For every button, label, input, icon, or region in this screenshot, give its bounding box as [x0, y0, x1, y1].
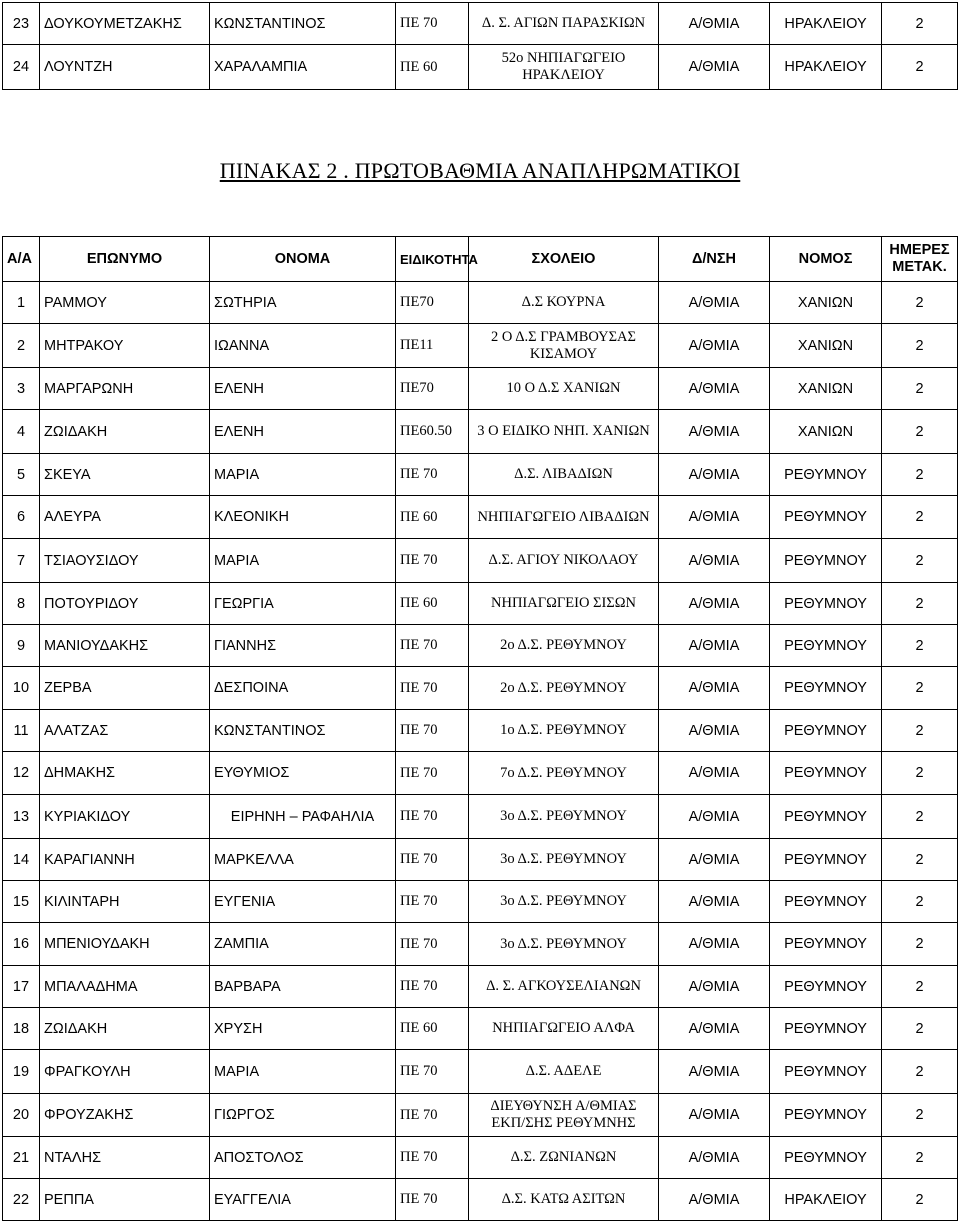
surname-cell: ΡΕΠΠΑ	[40, 1179, 210, 1221]
row-number: 4	[3, 410, 40, 454]
name-cell: ΕΥΘΥΜΙΟΣ	[210, 752, 396, 795]
days-cell: 2	[882, 966, 958, 1008]
row-number: 21	[3, 1137, 40, 1179]
prefecture-cell: ΡΕΘΥΜΝΟΥ	[770, 839, 882, 881]
name-cell: ΚΩΝΣΤΑΝΤΙΝΟΣ	[210, 3, 396, 45]
surname-cell: ΚΙΛΙΝΤΑΡΗ	[40, 881, 210, 923]
directorate-cell: Α/ΘΜΙΑ	[659, 839, 770, 881]
days-cell: 2	[882, 324, 958, 368]
table-row	[3, 496, 958, 539]
row-number: 1	[3, 282, 40, 324]
name-cell: ΜΑΡΚΕΛΛΑ	[210, 839, 396, 881]
school-cell: Δ.Σ. ΚΑΤΩ ΑΣΙΤΩΝ	[469, 1179, 659, 1221]
table-row	[3, 1050, 958, 1094]
name-cell: ΓΙΩΡΓΟΣ	[210, 1094, 396, 1137]
specialty-cell: ΠΕ 70	[396, 1137, 469, 1179]
row-number: 15	[3, 881, 40, 923]
directorate-cell: Α/ΘΜΙΑ	[659, 539, 770, 583]
prefecture-cell: ΡΕΘΥΜΝΟΥ	[770, 667, 882, 710]
school-cell: 7ο Δ.Σ. ΡΕΘΥΜΝΟΥ	[469, 752, 659, 795]
specialty-cell: ΠΕ 70	[396, 795, 469, 839]
table-row	[3, 966, 958, 1008]
specialty-cell: ΠΕ 70	[396, 667, 469, 710]
prefecture-cell: ΗΡΑΚΛΕΙΟΥ	[770, 3, 882, 45]
table-row	[3, 3, 958, 45]
row-number: 22	[3, 1179, 40, 1221]
specialty-cell: ΠΕ 70	[396, 454, 469, 496]
days-cell: 2	[882, 410, 958, 454]
prefecture-cell: ΡΕΘΥΜΝΟΥ	[770, 752, 882, 795]
table-row	[3, 454, 958, 496]
table-row	[3, 282, 958, 324]
directorate-cell: Α/ΘΜΙΑ	[659, 1094, 770, 1137]
table-title: ΠΙΝΑΚΑΣ 2 . ΠΡΩΤΟΒΑΘΜΙΑ ΑΝΑΠΛΗΡΩΜΑΤΙΚΟΙ	[219, 158, 741, 183]
directorate-cell: Α/ΘΜΙΑ	[659, 45, 770, 90]
specialty-cell: ΠΕ 70	[396, 1179, 469, 1221]
school-cell: Δ.Σ. ΑΓΙΟΥ ΝΙΚΟΛΑΟΥ	[469, 539, 659, 583]
header-surname: ΕΠΩΝΥΜΟ	[40, 237, 210, 282]
prefecture-cell: ΡΕΘΥΜΝΟΥ	[770, 454, 882, 496]
days-cell: 2	[882, 752, 958, 795]
header-name: ΟΝΟΜΑ	[210, 237, 396, 282]
table-row	[3, 1179, 958, 1221]
surname-cell: ΠΟΤΟΥΡΙΔΟΥ	[40, 583, 210, 625]
name-cell: ΧΡΥΣΗ	[210, 1008, 396, 1050]
specialty-cell: ΠΕ70	[396, 282, 469, 324]
days-cell: 2	[882, 282, 958, 324]
name-cell: ΓΕΩΡΓΙΑ	[210, 583, 396, 625]
days-cell: 2	[882, 454, 958, 496]
header-row	[3, 237, 958, 282]
school-cell: ΝΗΠΙΑΓΩΓΕΙΟ ΛΙΒΑΔΙΩΝ	[469, 496, 659, 539]
days-cell: 2	[882, 1137, 958, 1179]
prefecture-cell: ΡΕΘΥΜΝΟΥ	[770, 583, 882, 625]
specialty-cell: ΠΕ60.50	[396, 410, 469, 454]
row-number: 24	[3, 45, 40, 90]
school-cell: 3 Ο ΕΙΔΙΚΟ ΝΗΠ. ΧΑΝΙΩΝ	[469, 410, 659, 454]
prefecture-cell: ΡΕΘΥΜΝΟΥ	[770, 625, 882, 667]
specialty-cell: ΠΕ 70	[396, 1094, 469, 1137]
school-cell: Δ. Σ. ΑΓΙΩΝ ΠΑΡΑΣΚΙΩΝ	[469, 3, 659, 45]
specialty-cell: ΠΕ 70	[396, 625, 469, 667]
surname-cell: ΜΑΝΙΟΥΔΑΚΗΣ	[40, 625, 210, 667]
prefecture-cell: ΡΕΘΥΜΝΟΥ	[770, 923, 882, 966]
surname-cell: ΦΡΑΓΚΟΥΛΗ	[40, 1050, 210, 1094]
row-number: 14	[3, 839, 40, 881]
header-prefecture: ΝΟΜΟΣ	[770, 237, 882, 282]
days-cell: 2	[882, 45, 958, 90]
directorate-cell: Α/ΘΜΙΑ	[659, 795, 770, 839]
name-cell: ΕΛΕΝΗ	[210, 410, 396, 454]
table-row	[3, 795, 958, 839]
days-cell: 2	[882, 923, 958, 966]
surname-cell: ΝΤΑΛΗΣ	[40, 1137, 210, 1179]
school-cell: Δ.Σ. ΛΙΒΑΔΙΩΝ	[469, 454, 659, 496]
surname-cell: ΖΩΙΔΑΚΗ	[40, 1008, 210, 1050]
specialty-cell: ΠΕ 60	[396, 1008, 469, 1050]
row-number: 7	[3, 539, 40, 583]
prefecture-cell: ΡΕΘΥΜΝΟΥ	[770, 539, 882, 583]
name-cell: ΕΥΓΕΝΙΑ	[210, 881, 396, 923]
days-cell: 2	[882, 1050, 958, 1094]
school-cell: 2 Ο Δ.Σ ΓΡΑΜΒΟΥΣΑΣ ΚΙΣΑΜΟΥ	[469, 324, 659, 368]
school-cell: 3ο Δ.Σ. ΡΕΘΥΜΝΟΥ	[469, 795, 659, 839]
prefecture-cell: ΡΕΘΥΜΝΟΥ	[770, 1137, 882, 1179]
days-cell: 2	[882, 1094, 958, 1137]
substitutes-table	[2, 236, 958, 1221]
specialty-cell: ΠΕ11	[396, 324, 469, 368]
school-cell: 3ο Δ.Σ. ΡΕΘΥΜΝΟΥ	[469, 881, 659, 923]
prefecture-cell: ΡΕΘΥΜΝΟΥ	[770, 881, 882, 923]
specialty-cell: ΠΕ 70	[396, 1050, 469, 1094]
previous-table-continuation	[2, 2, 958, 90]
name-cell: ΑΠΟΣΤΟΛΟΣ	[210, 1137, 396, 1179]
directorate-cell: Α/ΘΜΙΑ	[659, 1050, 770, 1094]
prefecture-cell: ΡΕΘΥΜΝΟΥ	[770, 1050, 882, 1094]
name-cell: ΕΙΡΗΝΗ – ΡΑΦΑΗΛΙΑ	[210, 795, 396, 839]
surname-cell: ΤΣΙΑΟΥΣΙΔΟΥ	[40, 539, 210, 583]
days-cell: 2	[882, 710, 958, 752]
days-cell: 2	[882, 667, 958, 710]
surname-cell: ΑΛΕΥΡΑ	[40, 496, 210, 539]
specialty-cell: ΠΕ 70	[396, 881, 469, 923]
prefecture-cell: ΡΕΘΥΜΝΟΥ	[770, 1008, 882, 1050]
name-cell: ΙΩΑΝΝΑ	[210, 324, 396, 368]
table-row	[3, 410, 958, 454]
directorate-cell: Α/ΘΜΙΑ	[659, 667, 770, 710]
surname-cell: ΡΑΜΜΟΥ	[40, 282, 210, 324]
surname-cell: ΔΟΥΚΟΥΜΕΤΖΑΚΗΣ	[40, 3, 210, 45]
days-cell: 2	[882, 1008, 958, 1050]
surname-cell: ΚΑΡΑΓΙΑΝΝΗ	[40, 839, 210, 881]
row-number: 3	[3, 368, 40, 410]
name-cell: ΕΛΕΝΗ	[210, 368, 396, 410]
prefecture-cell: ΡΕΘΥΜΝΟΥ	[770, 795, 882, 839]
table-row	[3, 710, 958, 752]
table-row	[3, 368, 958, 410]
header-directorate: Δ/ΝΣΗ	[659, 237, 770, 282]
specialty-cell: ΠΕ 70	[396, 539, 469, 583]
row-number: 23	[3, 3, 40, 45]
table-row	[3, 839, 958, 881]
school-cell: Δ.Σ. ΑΔΕΛΕ	[469, 1050, 659, 1094]
directorate-cell: Α/ΘΜΙΑ	[659, 583, 770, 625]
prefecture-cell: ΧΑΝΙΩΝ	[770, 410, 882, 454]
table-row	[3, 1137, 958, 1179]
school-cell: Δ.Σ ΚΟΥΡΝΑ	[469, 282, 659, 324]
days-cell: 2	[882, 625, 958, 667]
header-school: ΣΧΟΛΕΙΟ	[469, 237, 659, 282]
prefecture-cell: ΡΕΘΥΜΝΟΥ	[770, 496, 882, 539]
name-cell: ΔΕΣΠΟΙΝΑ	[210, 667, 396, 710]
table-row	[3, 923, 958, 966]
surname-cell: ΑΛΑΤΖΑΣ	[40, 710, 210, 752]
directorate-cell: Α/ΘΜΙΑ	[659, 1179, 770, 1221]
name-cell: ΜΑΡΙΑ	[210, 539, 396, 583]
directorate-cell: Α/ΘΜΙΑ	[659, 923, 770, 966]
row-number: 9	[3, 625, 40, 667]
prefecture-cell: ΡΕΘΥΜΝΟΥ	[770, 1094, 882, 1137]
directorate-cell: Α/ΘΜΙΑ	[659, 496, 770, 539]
row-number: 20	[3, 1094, 40, 1137]
name-cell: ΣΩΤΗΡΙΑ	[210, 282, 396, 324]
row-number: 13	[3, 795, 40, 839]
directorate-cell: Α/ΘΜΙΑ	[659, 368, 770, 410]
name-cell: ΖΑΜΠΙΑ	[210, 923, 396, 966]
school-cell: 2ο Δ.Σ. ΡΕΘΥΜΝΟΥ	[469, 667, 659, 710]
directorate-cell: Α/ΘΜΙΑ	[659, 3, 770, 45]
row-number: 16	[3, 923, 40, 966]
surname-cell: ΜΠΕΝΙΟΥΔΑΚΗ	[40, 923, 210, 966]
directorate-cell: Α/ΘΜΙΑ	[659, 881, 770, 923]
school-cell: 10 Ο Δ.Σ ΧΑΝΙΩΝ	[469, 368, 659, 410]
school-cell: 3ο Δ.Σ. ΡΕΘΥΜΝΟΥ	[469, 839, 659, 881]
days-cell: 2	[882, 368, 958, 410]
directorate-cell: Α/ΘΜΙΑ	[659, 282, 770, 324]
days-cell: 2	[882, 3, 958, 45]
prefecture-cell: ΗΡΑΚΛΕΙΟΥ	[770, 1179, 882, 1221]
surname-cell: ΔΗΜΑΚΗΣ	[40, 752, 210, 795]
name-cell: ΧΑΡΑΛΑΜΠΙΑ	[210, 45, 396, 90]
days-cell: 2	[882, 795, 958, 839]
table-row	[3, 45, 958, 90]
specialty-cell: ΠΕ 60	[396, 583, 469, 625]
specialty-cell: ΠΕ 70	[396, 3, 469, 45]
specialty-cell: ΠΕ 70	[396, 710, 469, 752]
header-specialty: ΕΙΔΙΚΟΤΗΤΑ	[396, 237, 469, 282]
surname-cell: ΖΕΡΒΑ	[40, 667, 210, 710]
surname-cell: ΛΟΥΝΤΖΗ	[40, 45, 210, 90]
name-cell: ΜΑΡΙΑ	[210, 454, 396, 496]
school-cell: 52ο ΝΗΠΙΑΓΩΓΕΙΟ ΗΡΑΚΛΕΙΟΥ	[469, 45, 659, 90]
prefecture-cell: ΧΑΝΙΩΝ	[770, 368, 882, 410]
header-aa: Α/Α	[3, 237, 40, 282]
specialty-cell: ΠΕ 70	[396, 839, 469, 881]
directorate-cell: Α/ΘΜΙΑ	[659, 1137, 770, 1179]
name-cell: ΓΙΑΝΝΗΣ	[210, 625, 396, 667]
days-cell: 2	[882, 539, 958, 583]
prefecture-cell: ΧΑΝΙΩΝ	[770, 324, 882, 368]
header-days: ΗΜΕΡΕΣ ΜΕΤΑΚ.	[882, 237, 958, 282]
directorate-cell: Α/ΘΜΙΑ	[659, 1008, 770, 1050]
specialty-cell: ΠΕ70	[396, 368, 469, 410]
row-number: 6	[3, 496, 40, 539]
table-row	[3, 752, 958, 795]
row-number: 17	[3, 966, 40, 1008]
surname-cell: ΦΡΟΥΖΑΚΗΣ	[40, 1094, 210, 1137]
table-row	[3, 1008, 958, 1050]
table-row	[3, 324, 958, 368]
directorate-cell: Α/ΘΜΙΑ	[659, 454, 770, 496]
prefecture-cell: ΧΑΝΙΩΝ	[770, 282, 882, 324]
name-cell: ΚΩΝΣΤΑΝΤΙΝΟΣ	[210, 710, 396, 752]
school-cell: 2ο Δ.Σ. ΡΕΘΥΜΝΟΥ	[469, 625, 659, 667]
row-number: 11	[3, 710, 40, 752]
school-cell: ΝΗΠΙΑΓΩΓΕΙΟ ΣΙΣΩΝ	[469, 583, 659, 625]
specialty-cell: ΠΕ 60	[396, 45, 469, 90]
table-row	[3, 539, 958, 583]
days-cell: 2	[882, 1179, 958, 1221]
days-cell: 2	[882, 839, 958, 881]
name-cell: ΕΥΑΓΓΕΛΙΑ	[210, 1179, 396, 1221]
days-cell: 2	[882, 583, 958, 625]
directorate-cell: Α/ΘΜΙΑ	[659, 710, 770, 752]
name-cell: ΒΑΡΒΑΡΑ	[210, 966, 396, 1008]
surname-cell: ΖΩΙΔΑΚΗ	[40, 410, 210, 454]
school-cell: ΝΗΠΙΑΓΩΓΕΙΟ ΑΛΦΑ	[469, 1008, 659, 1050]
table-row	[3, 667, 958, 710]
school-cell: Δ.Σ. ΖΩΝΙΑΝΩΝ	[469, 1137, 659, 1179]
table-row	[3, 881, 958, 923]
specialty-cell: ΠΕ 70	[396, 752, 469, 795]
name-cell: ΜΑΡΙΑ	[210, 1050, 396, 1094]
name-cell: ΚΛΕΟΝΙΚΗ	[210, 496, 396, 539]
school-cell: 3ο Δ.Σ. ΡΕΘΥΜΝΟΥ	[469, 923, 659, 966]
directorate-cell: Α/ΘΜΙΑ	[659, 410, 770, 454]
row-number: 19	[3, 1050, 40, 1094]
specialty-cell: ΠΕ 70	[396, 923, 469, 966]
row-number: 10	[3, 667, 40, 710]
school-cell: Δ. Σ. ΑΓΚΟΥΣΕΛΙΑΝΩΝ	[469, 966, 659, 1008]
row-number: 5	[3, 454, 40, 496]
specialty-cell: ΠΕ 70	[396, 966, 469, 1008]
row-number: 2	[3, 324, 40, 368]
prefecture-cell: ΗΡΑΚΛΕΙΟΥ	[770, 45, 882, 90]
surname-cell: ΜΠΑΛΑΔΗΜΑ	[40, 966, 210, 1008]
table-row	[3, 625, 958, 667]
row-number: 8	[3, 583, 40, 625]
row-number: 18	[3, 1008, 40, 1050]
days-cell: 2	[882, 496, 958, 539]
surname-cell: ΜΗΤΡΑΚΟΥ	[40, 324, 210, 368]
directorate-cell: Α/ΘΜΙΑ	[659, 625, 770, 667]
days-cell: 2	[882, 881, 958, 923]
table-row	[3, 1094, 958, 1137]
prefecture-cell: ΡΕΘΥΜΝΟΥ	[770, 710, 882, 752]
school-cell: 1ο Δ.Σ. ΡΕΘΥΜΝΟΥ	[469, 710, 659, 752]
row-number: 12	[3, 752, 40, 795]
specialty-cell: ΠΕ 60	[396, 496, 469, 539]
table-row	[3, 583, 958, 625]
directorate-cell: Α/ΘΜΙΑ	[659, 324, 770, 368]
surname-cell: ΜΑΡΓΑΡΩΝΗ	[40, 368, 210, 410]
school-cell: ΔΙΕΥΘΥΝΣΗ Α/ΘΜΙΑΣ ΕΚΠ/ΣΗΣ ΡΕΘΥΜΝΗΣ	[469, 1094, 659, 1137]
prefecture-cell: ΡΕΘΥΜΝΟΥ	[770, 966, 882, 1008]
directorate-cell: Α/ΘΜΙΑ	[659, 966, 770, 1008]
directorate-cell: Α/ΘΜΙΑ	[659, 752, 770, 795]
surname-cell: ΚΥΡΙΑΚΙΔΟΥ	[40, 795, 210, 839]
surname-cell: ΣΚΕΥΑ	[40, 454, 210, 496]
